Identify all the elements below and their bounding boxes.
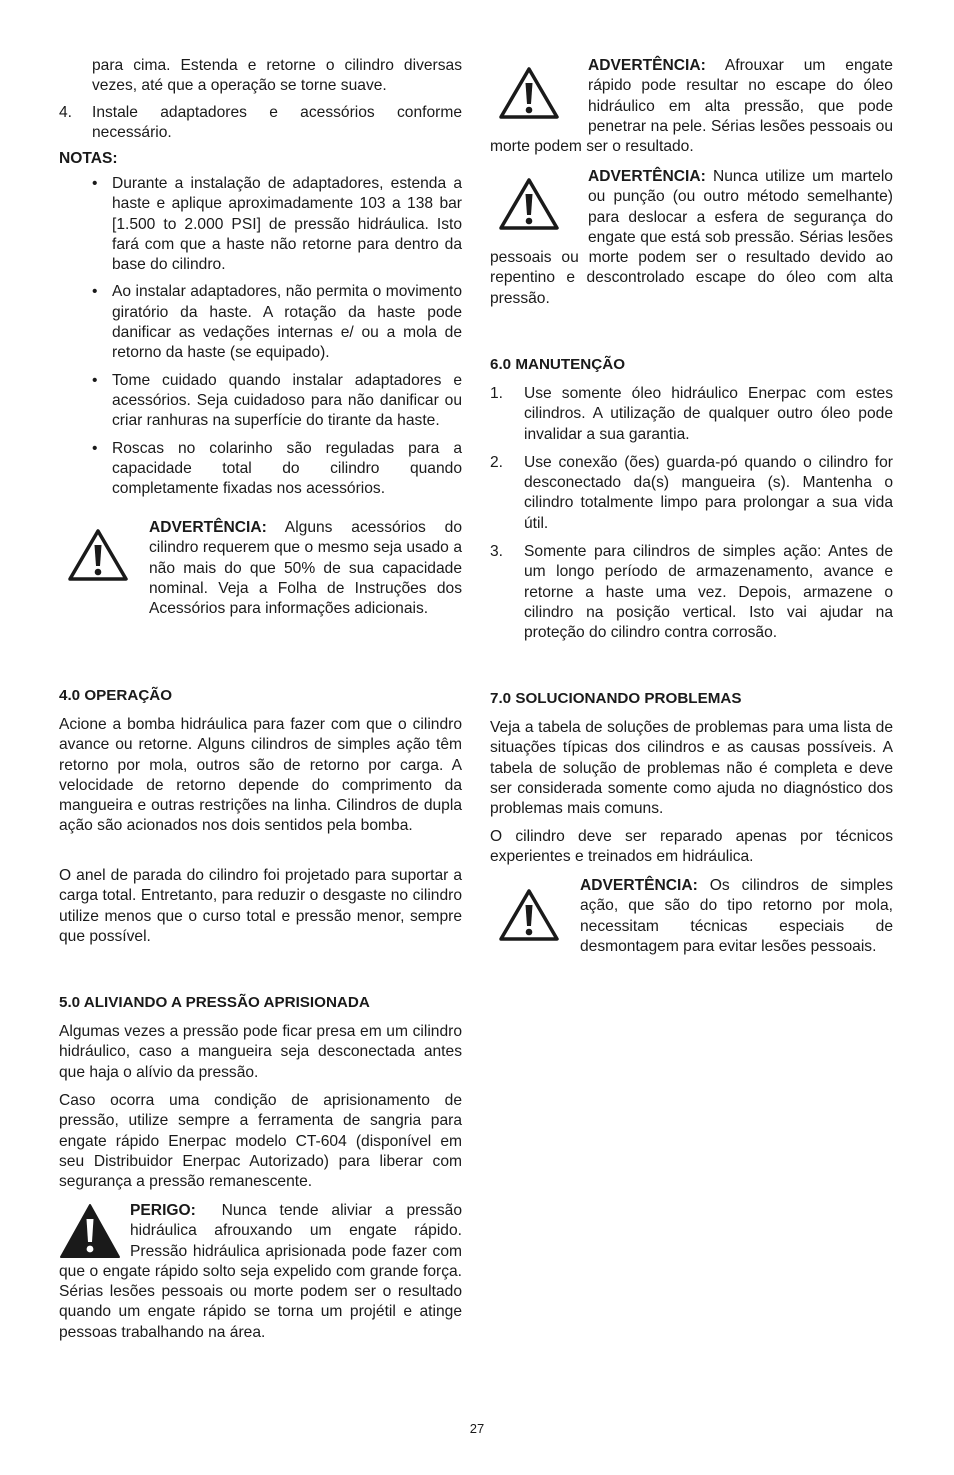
section-title-operation: 4.0 OPERAÇÃO [59,687,173,704]
troubleshooting-paragraph-2: O cilindro deve ser reparado apenas por técnicos experientes e treinados em hidráulica. [490,828,893,866]
section-title-pressure-relief: 5.0 ALIVIANDO A PRESSÃO APRISIONADA [59,994,370,1011]
pressure-paragraph-2: Caso ocorra uma condição de aprisionamento de pressão, utilize sempre a ferramenta de sangria para engate rápido Enerpac modelo CT-604 (disponível em seu Distribuidor Enerpac Autorizado) para liberar com segurança a pressão remanescente. [59,1092,462,1191]
warning-label: ADVERTÊNCIA: [149,519,267,536]
warning-accessories [67,518,462,622]
list-item: • Ao instalar adaptadores, não permita o movimento giratório da haste. A rotação da haste pode danificar as vedações internas e/ ou a mola de retorno da haste (se equipado). [92,282,462,363]
danger-text: Nunca tende aliviar a pressão hidráulica afrouxando um engate rápido. Pressão hidráulica aprisionada pode fazer com que o engate rápido solto seja expelido com grande força. Sérias lesões pessoais ou morte podem ser o resultado quando um engate rápido se torna um projétil e atinge pessoas trabalhando na área. [59,1202,462,1341]
danger-triangle-icon [59,1203,121,1259]
list-item: • Durante a instalação de adaptadores, estenda a haste e aplique aproximadamente 103 a 138 bar [1.500 to 2.000 PSI] de pressão hidráulica. Isto fará com que a haste não retorne para dentro da base do cilindro. [92,174,462,275]
list-number: 4. [59,104,73,121]
warning-triangle-icon [498,177,560,231]
operation-paragraph-2: O anel de parada do cilindro foi projetado para suportar a carga total. Entretanto, para reduzir o desgaste no cilindro utilize menos que o curso total e pressão menor, sempre que possível. [59,867,462,945]
warning-hammer [490,167,893,309]
section-title-troubleshooting: 7.0 SOLUCIONANDO PROBLEMAS [490,690,742,707]
warning-quick-coupler [490,56,893,157]
section-title-maintenance: 6.0 MANUTENÇÃO [490,356,626,373]
pressure-paragraph-1: Algumas vezes a pressão pode ficar presa em um cilindro hidráulico, caso a mangueira seja desconectada antes que haja o alívio da pressão. [59,1023,462,1081]
warning-text: Os cilindros de simples ação, que são do tipo retorno por mola, necessitam técnicas especiais de desmontagem para evitar lesões pessoais. [580,877,893,955]
warning-triangle-icon [498,66,560,120]
danger-notice [59,1201,462,1343]
operation-paragraph-1: Acione a bomba hidráulica para fazer com que o cilindro avance ou retorne. Alguns cilindros de simples ação têm retorno por mola, outros são de retorno por carga. A velocidade de retorno depende do comprimento da mangueira e outras restrições na linha. Cilindros de dupla ação são acionados nos dois sentidos pela bomba. [59,716,462,835]
list-text: Instale adaptadores e acessórios conforme necessário. [92,104,462,142]
bullet-icon: • [92,283,98,301]
warning-text: Alguns acessórios do cilindro requerem que o mesmo seja usado a não mais do que 50% de sua capacidade nominal. Veja a Folha de Instruções dos Acessórios para informações adicionais. [149,519,462,618]
notes-list [92,174,462,506]
list-item-4 [59,103,462,144]
list-item: 2. Use conexão (ões) guarda-pó quando o cilindro for desconectado da(s) mangueira (s). Mantenha o cilindro totalmente limpo para prolongar a sua vida útil. [490,453,893,532]
bullet-icon: • [92,175,98,192]
list-item: 1. Use somente óleo hidráulico Enerpac com estes cilindros. A utilização de qualquer outro óleo pode invalidar a sua garantia. [490,385,893,443]
maintenance-list [490,384,893,652]
bullet-icon: • [92,439,98,457]
danger-label: PERIGO: [130,1202,196,1219]
notes-label: NOTAS: [59,150,118,167]
troubleshooting-paragraph-1: Veja a tabela de soluções de problemas para uma lista de situações típicas dos cilindros e as causas possíveis. A tabela de solução de problemas não é completa e deve ser considerada somente como ajuda no diagnóstico dos problemas mais comuns. [490,719,893,818]
warning-label: ADVERTÊNCIA: [588,168,706,185]
warning-triangle-icon [498,888,560,942]
continued-paragraph: para cima. Estenda e retorne o cilindro diversas vezes, até que a operação se torne suave. [92,57,462,95]
warning-triangle-icon [67,528,129,582]
warning-text: Nunca utilize um martelo ou punção (ou outro método semelhante) para deslocar a esfera de segurança do engate que está sob pressão. Sérias lesões pessoais ou morte podem ser o resultado devido ao repentino e descontrolado escape do óleo com alta pressão. [490,168,893,307]
warning-label: ADVERTÊNCIA: [588,57,706,74]
list-item: • Roscas no colarinho são reguladas para a capacidade total do cilindro quando completamente fixadas nos acessórios. [92,439,462,500]
list-item: • Tome cuidado quando instalar adaptadores e acessórios. Seja cuidadoso para não danificar ou criar ranhuras na superfície do tirante da haste. [92,371,462,432]
warning-label: ADVERTÊNCIA: [580,877,698,894]
warning-spring-return [498,876,893,982]
list-item: 3. Somente para cilindros de simples ação: Antes de um longo período de armazenamento, avance e retorne a haste uma vez. Depois, armazene o cilindro na posição vertical. Isto vai ajudar na proteção do cilindro contra corrosão. [490,543,893,642]
page-number: 27 [469,1421,485,1436]
warning-text: Afrouxar um engate rápido pode resultar no escape do óleo hidráulico em alta pressão, que pode penetrar na pele. Sérias lesões pessoais ou morte podem ser o resultado. [490,57,893,156]
bullet-icon: • [92,371,98,389]
